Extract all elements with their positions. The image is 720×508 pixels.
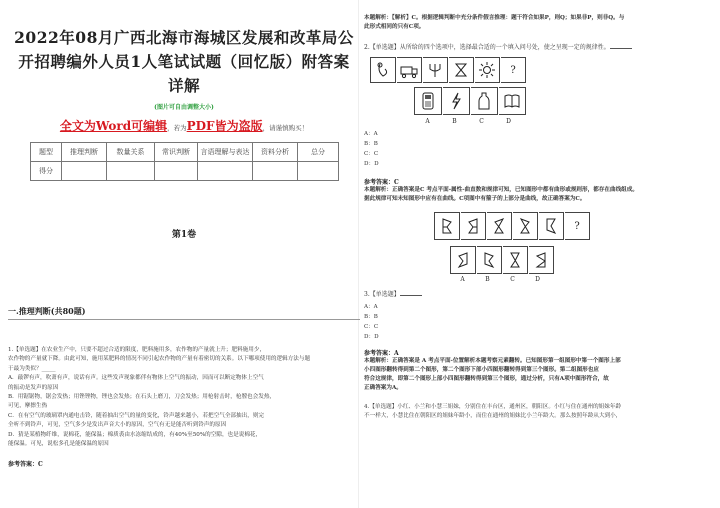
option-figure	[477, 246, 502, 274]
option-a: A：A	[364, 131, 378, 137]
hourglass-figure-icon	[452, 61, 470, 79]
promo-pdf-warning: PDF皆为盗版	[186, 119, 263, 133]
shape-figure-icon	[481, 250, 497, 270]
promo-word-editable: 全文为Word可编辑	[59, 119, 168, 133]
option-figure	[450, 246, 476, 274]
score-header: 常识判断	[155, 143, 198, 162]
bottle-figure-icon	[476, 91, 492, 111]
title-line: 详解	[167, 76, 200, 95]
figure-cell	[501, 57, 526, 83]
hook-figure-icon	[374, 61, 392, 79]
figure-cell	[397, 57, 422, 83]
reference-answer: 参考答案：C	[364, 179, 399, 186]
volume-heading: 第1卷	[171, 230, 197, 240]
question-2	[364, 42, 716, 51]
shape-figure-icon	[543, 216, 559, 236]
section-divider	[8, 319, 360, 320]
right-page	[364, 0, 716, 508]
option-figure	[414, 87, 442, 115]
question-3	[364, 289, 716, 298]
shape-figure-icon	[455, 250, 471, 270]
promo-line	[8, 117, 360, 134]
question-text-line: 不一样大，小慧比住在朝阳区的姐妹年龄小，而住在通州的姐妹比小兰年龄大。那么按照年龄从大到小，	[364, 413, 622, 419]
q3-option-labels	[450, 276, 716, 283]
shape-figure-icon	[491, 216, 507, 236]
left-page	[8, 0, 360, 508]
score-row	[31, 162, 339, 181]
option-d: D：D	[364, 161, 379, 167]
score-header: 言语理解与表达	[198, 143, 253, 162]
phone-figure-icon	[420, 91, 436, 111]
question-text-line: 能保温。可见，说松多孔是能保温的原因	[8, 441, 109, 448]
q2-question-figures	[370, 57, 716, 83]
q3-question-figures	[434, 212, 716, 240]
figure-cell	[434, 212, 460, 240]
figure-cell	[539, 212, 564, 240]
question-text-line: 农作物的产量就下降。由此可知，施用某肥料的情况不同引起农作物的产量有着密切的关系。以下哪项使用的逻辑方法与题	[8, 356, 311, 363]
analysis-line: 正确答案为A。	[364, 385, 402, 391]
question-text-line: B．用锯锯物，锯会发热；用锉锉物，锉也会发热；在石头上磨刀，刀会发热；用枪射击时，枪膛也会发热，	[8, 394, 276, 401]
option-label: B	[452, 118, 457, 125]
answer-blank	[610, 42, 632, 49]
option-label: A	[425, 118, 430, 125]
option-d: D：D	[364, 334, 379, 340]
title-line: 2022年08月广西北海市海城区发展和改革局公	[14, 28, 354, 47]
question-text-line: A．敲锣有声，吹萧有声，说话有声。这些发声现象都伴有物体上空气的振动，因而可以断定物体上空气	[8, 375, 264, 382]
shape-figure-icon	[517, 216, 533, 236]
reference-answer: 参考答案：A	[364, 350, 399, 357]
option-label: B	[485, 276, 490, 283]
book-figure-icon	[503, 91, 521, 111]
option-b: B：B	[364, 314, 378, 320]
score-cell	[107, 162, 155, 181]
option-figure	[443, 87, 470, 115]
sun-figure-icon	[478, 61, 496, 79]
option-c: C：C	[364, 324, 379, 330]
option-label: C	[479, 118, 484, 125]
question-4	[364, 403, 716, 421]
analysis-line: 本题解析：正确答案是 A 考点平面-位置解析本题考察元素翻转。已知图形第一组图形中第一个图形上部	[364, 358, 621, 364]
analysis-1	[364, 14, 716, 32]
reference-answer: 参考答案：C	[8, 461, 43, 469]
question-text-line: 1.【单选题】在农业生产中，只要不超过合适的限度，肥料施用多，农作物的产量就上升；肥料施用少，	[8, 347, 266, 353]
option-label: C	[510, 276, 515, 283]
fork-figure-icon	[426, 61, 444, 79]
option-label: D	[535, 276, 540, 283]
option-figure	[529, 246, 554, 274]
option-label: A	[460, 276, 465, 283]
analysis-line: 本题解析：正确答案是C 考点平面-属性-曲直数和规律可知，已知图形中都有曲形或规则形，都存在曲线组成。	[364, 187, 638, 193]
option-a: A：A	[364, 304, 378, 310]
figure-cell	[370, 57, 396, 83]
answer-blank	[400, 289, 422, 296]
figure-cell	[461, 212, 486, 240]
document-title	[8, 26, 360, 98]
figure-cell	[487, 212, 512, 240]
promo-mid: ，若为	[167, 124, 187, 132]
score-cell	[62, 162, 107, 181]
image-hint: (图片可自由调整大小)	[154, 104, 214, 111]
question-mark: ?	[510, 64, 516, 76]
question-text-line: 干最为类似？_____	[8, 365, 56, 372]
score-cell	[198, 162, 253, 181]
truck-figure-icon	[399, 61, 419, 79]
question-text-line: 4.【单选题】小红、小兰和小慧三姐妹，分别住在丰台区，通州区，朝阳区。小红与住在通州的姐妹年龄	[364, 404, 622, 410]
figure-cell	[475, 57, 500, 83]
question-text-line: C．在有空气的玻璃罩内通电击铃，随着抽出空气的量的变化，铃声越来越小，若把空气全部抽出，则完	[8, 412, 265, 419]
question-text-line: 可见，摩擦生热	[8, 403, 48, 410]
option-figure	[499, 87, 526, 115]
shape-figure-icon	[439, 216, 455, 236]
score-row-label: 得分	[31, 162, 62, 181]
analysis-2	[364, 186, 716, 204]
shape-figure-icon	[465, 216, 481, 236]
q3-option-figures	[450, 246, 716, 274]
analysis-3	[364, 357, 716, 393]
figure-cell	[565, 212, 590, 240]
analysis-line: 符合这规律，即第二个图形上部小四图形翻转得到第三个图形，通过分析，只有A项中图形符合，故	[364, 376, 609, 382]
analysis-line: 此形式相同的只有C项。	[364, 24, 425, 30]
question-2-text: 2.【单选题】从所给的四个选项中，选择最合适的一个填入问号处，使之呈现一定的规律性。	[364, 44, 610, 51]
figure-cell	[449, 57, 474, 83]
shape-figure-icon	[533, 250, 549, 270]
score-header-row	[31, 143, 339, 162]
option-figure	[503, 246, 528, 274]
score-table	[30, 142, 339, 181]
question-text-line: 的振动是发声的原因	[8, 384, 59, 391]
score-cell	[298, 162, 339, 181]
score-header: 资料分析	[253, 143, 298, 162]
answer-options	[364, 302, 716, 342]
score-header: 推理判断	[62, 143, 107, 162]
title-line: 开招聘编外人员1人笔试试题（回忆版）附答案	[18, 52, 350, 71]
question-1	[8, 346, 360, 449]
q2-option-labels	[414, 118, 716, 125]
shape-figure-icon	[507, 250, 523, 270]
option-b: B：B	[364, 141, 378, 147]
figure-cell	[423, 57, 448, 83]
answer-options	[364, 129, 716, 169]
option-c: C：C	[364, 151, 379, 157]
option-figure	[471, 87, 498, 115]
analysis-line: 据此规律可知未知图形中应有在曲线。C项图中有箍子的上部分是曲线，故正确答案为C。	[364, 196, 586, 202]
q2-option-figures	[414, 87, 716, 115]
promo-tail: ，请谨慎购买！	[262, 124, 309, 132]
analysis-line: 小四图形翻转得到第二个图形，第二个图形下部小四图形翻转得到第三个图形。第二组图形也应	[364, 367, 599, 373]
question-text-line: 全听不到铃声，可见，空气多少是发出声音大小的原因，空气有无是能否听到铃声的原因	[8, 422, 227, 429]
option-label: D	[506, 118, 511, 125]
figure-cell	[513, 212, 538, 240]
score-header: 题型	[31, 143, 62, 162]
score-cell	[253, 162, 298, 181]
lightning-figure-icon	[448, 91, 464, 111]
score-header: 数量关系	[107, 143, 155, 162]
score-header: 总分	[298, 143, 339, 162]
score-cell	[155, 162, 198, 181]
question-text-line: D．猜是某植物纤维，说棉花，能保温；棉质裘由水冻缩结成的，有40%至50%的空隙，也是说棉花，	[8, 431, 262, 438]
analysis-line: 本题解析：【解析】C。根据逻辑判断中充分条件假言推理：题干符合如果P，则Q；如果非P，则非Q。与	[364, 15, 625, 21]
section-heading: 一.推理判断(共80题)	[8, 306, 86, 316]
question-mark: ?	[574, 220, 580, 232]
question-3-text: 3.【单选题】	[364, 291, 400, 298]
